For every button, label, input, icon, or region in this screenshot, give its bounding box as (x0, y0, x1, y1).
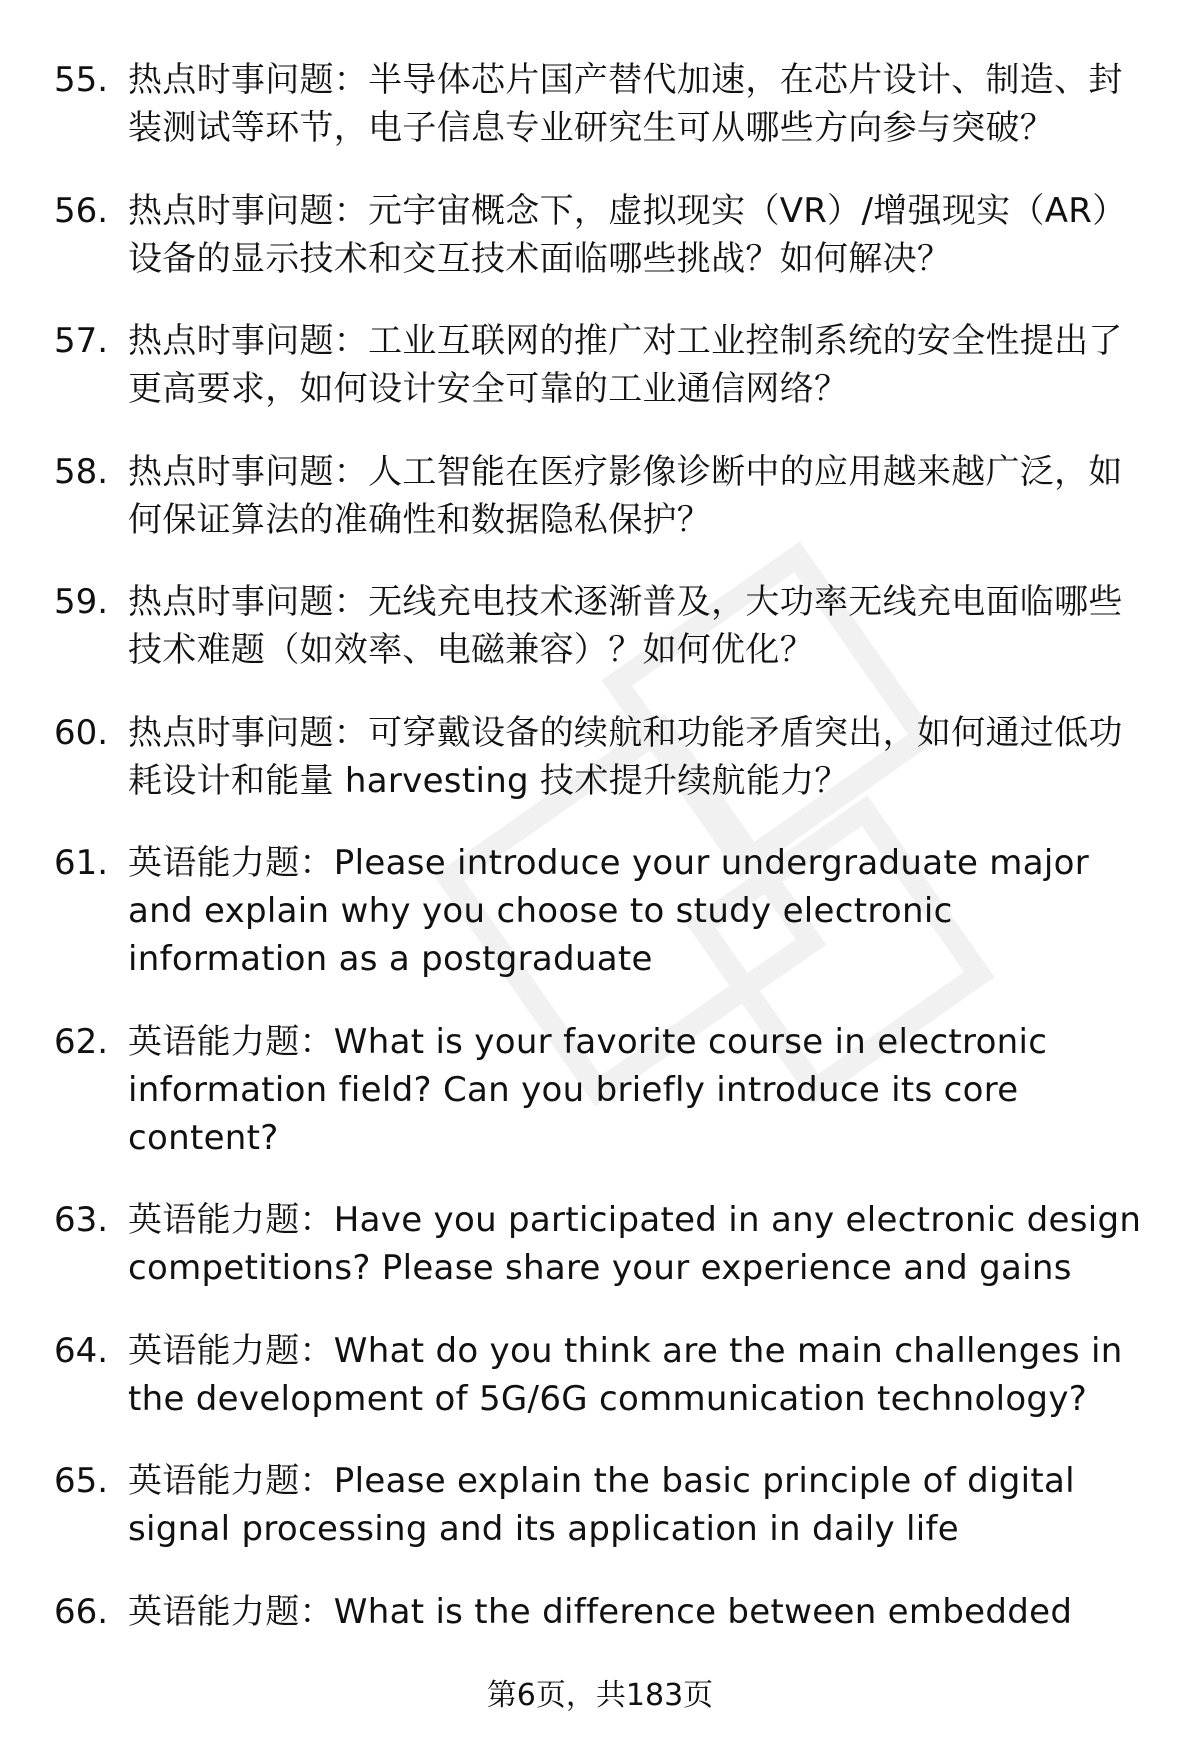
question-number: 58. (54, 451, 109, 492)
question-text: 热点时事问题：工业互联网的推广对工业控制系统的安全性提出了更高要求，如何设计安全可靠的工业通信网络？ (128, 321, 1123, 409)
question-item (54, 1327, 1156, 1423)
question-number: 55. (54, 60, 109, 100)
question-number: 66. (54, 1591, 109, 1632)
question-text: 英语能力题：Please introduce your undergraduate major and explain why you choose to study electronic information as a postgraduate (128, 843, 1089, 979)
question-number: 56. (54, 190, 109, 231)
page-number-footer: 第6页，共183页 (486, 1678, 714, 1713)
question-text: 英语能力题：Please explain the basic principle of digital signal processing and its application in daily life (128, 1461, 1075, 1549)
question-number: 64. (54, 1330, 109, 1371)
question-text: 英语能力题：What is the difference between embedded (128, 1591, 1073, 1632)
question-item (54, 1018, 1156, 1162)
question-number: 60. (54, 712, 109, 753)
question-number: 62. (54, 1021, 109, 1062)
question-item (54, 709, 1156, 805)
question-number: 61. (54, 843, 109, 883)
question-list (54, 56, 1156, 1636)
question-text: 热点时事问题：无线充电技术逐渐普及，大功率无线充电面临哪些技术难题（如效率、电磁兼容）？如何优化？ (128, 582, 1123, 670)
question-text: 热点时事问题：半导体芯片国产替代加速，在芯片设计、制造、封装测试等环节，电子信息专业研究生可从哪些方向参与突破？ (128, 60, 1123, 148)
question-item (54, 317, 1156, 413)
question-number: 59. (54, 582, 109, 622)
question-text: 英语能力题：What is your favorite course in electronic information field? Can you briefly introduce its core content? (128, 1021, 1048, 1158)
question-item (54, 839, 1156, 983)
question-item (54, 1457, 1156, 1553)
question-text: 热点时事问题：人工智能在医疗影像诊断中的应用越来越广泛，如何保证算法的准确性和数据隐私保护？ (128, 451, 1123, 540)
question-item (54, 578, 1156, 674)
question-text: 英语能力题：What do you think are the main challenges in the development of 5G/6G communication technology? (128, 1330, 1123, 1419)
question-number: 63. (54, 1200, 109, 1240)
question-item (54, 1588, 1156, 1636)
question-text: 英语能力题：Have you participated in any electronic design competitions? Please share your experience and gains (128, 1200, 1142, 1288)
question-number: 57. (54, 321, 109, 361)
question-item (54, 187, 1156, 283)
question-item (54, 448, 1156, 544)
question-item (54, 1196, 1156, 1292)
question-text: 热点时事问题：可穿戴设备的续航和功能矛盾突出，如何通过低功耗设计和能量 harvesting 技术提升续航能力？ (128, 712, 1123, 801)
question-item (54, 56, 1156, 152)
question-text: 热点时事问题：元宇宙概念下，虚拟现实（VR）/增强现实（AR）设备的显示技术和交互技术面临哪些挑战？如何解决？ (128, 190, 1127, 279)
question-number: 65. (54, 1461, 109, 1501)
